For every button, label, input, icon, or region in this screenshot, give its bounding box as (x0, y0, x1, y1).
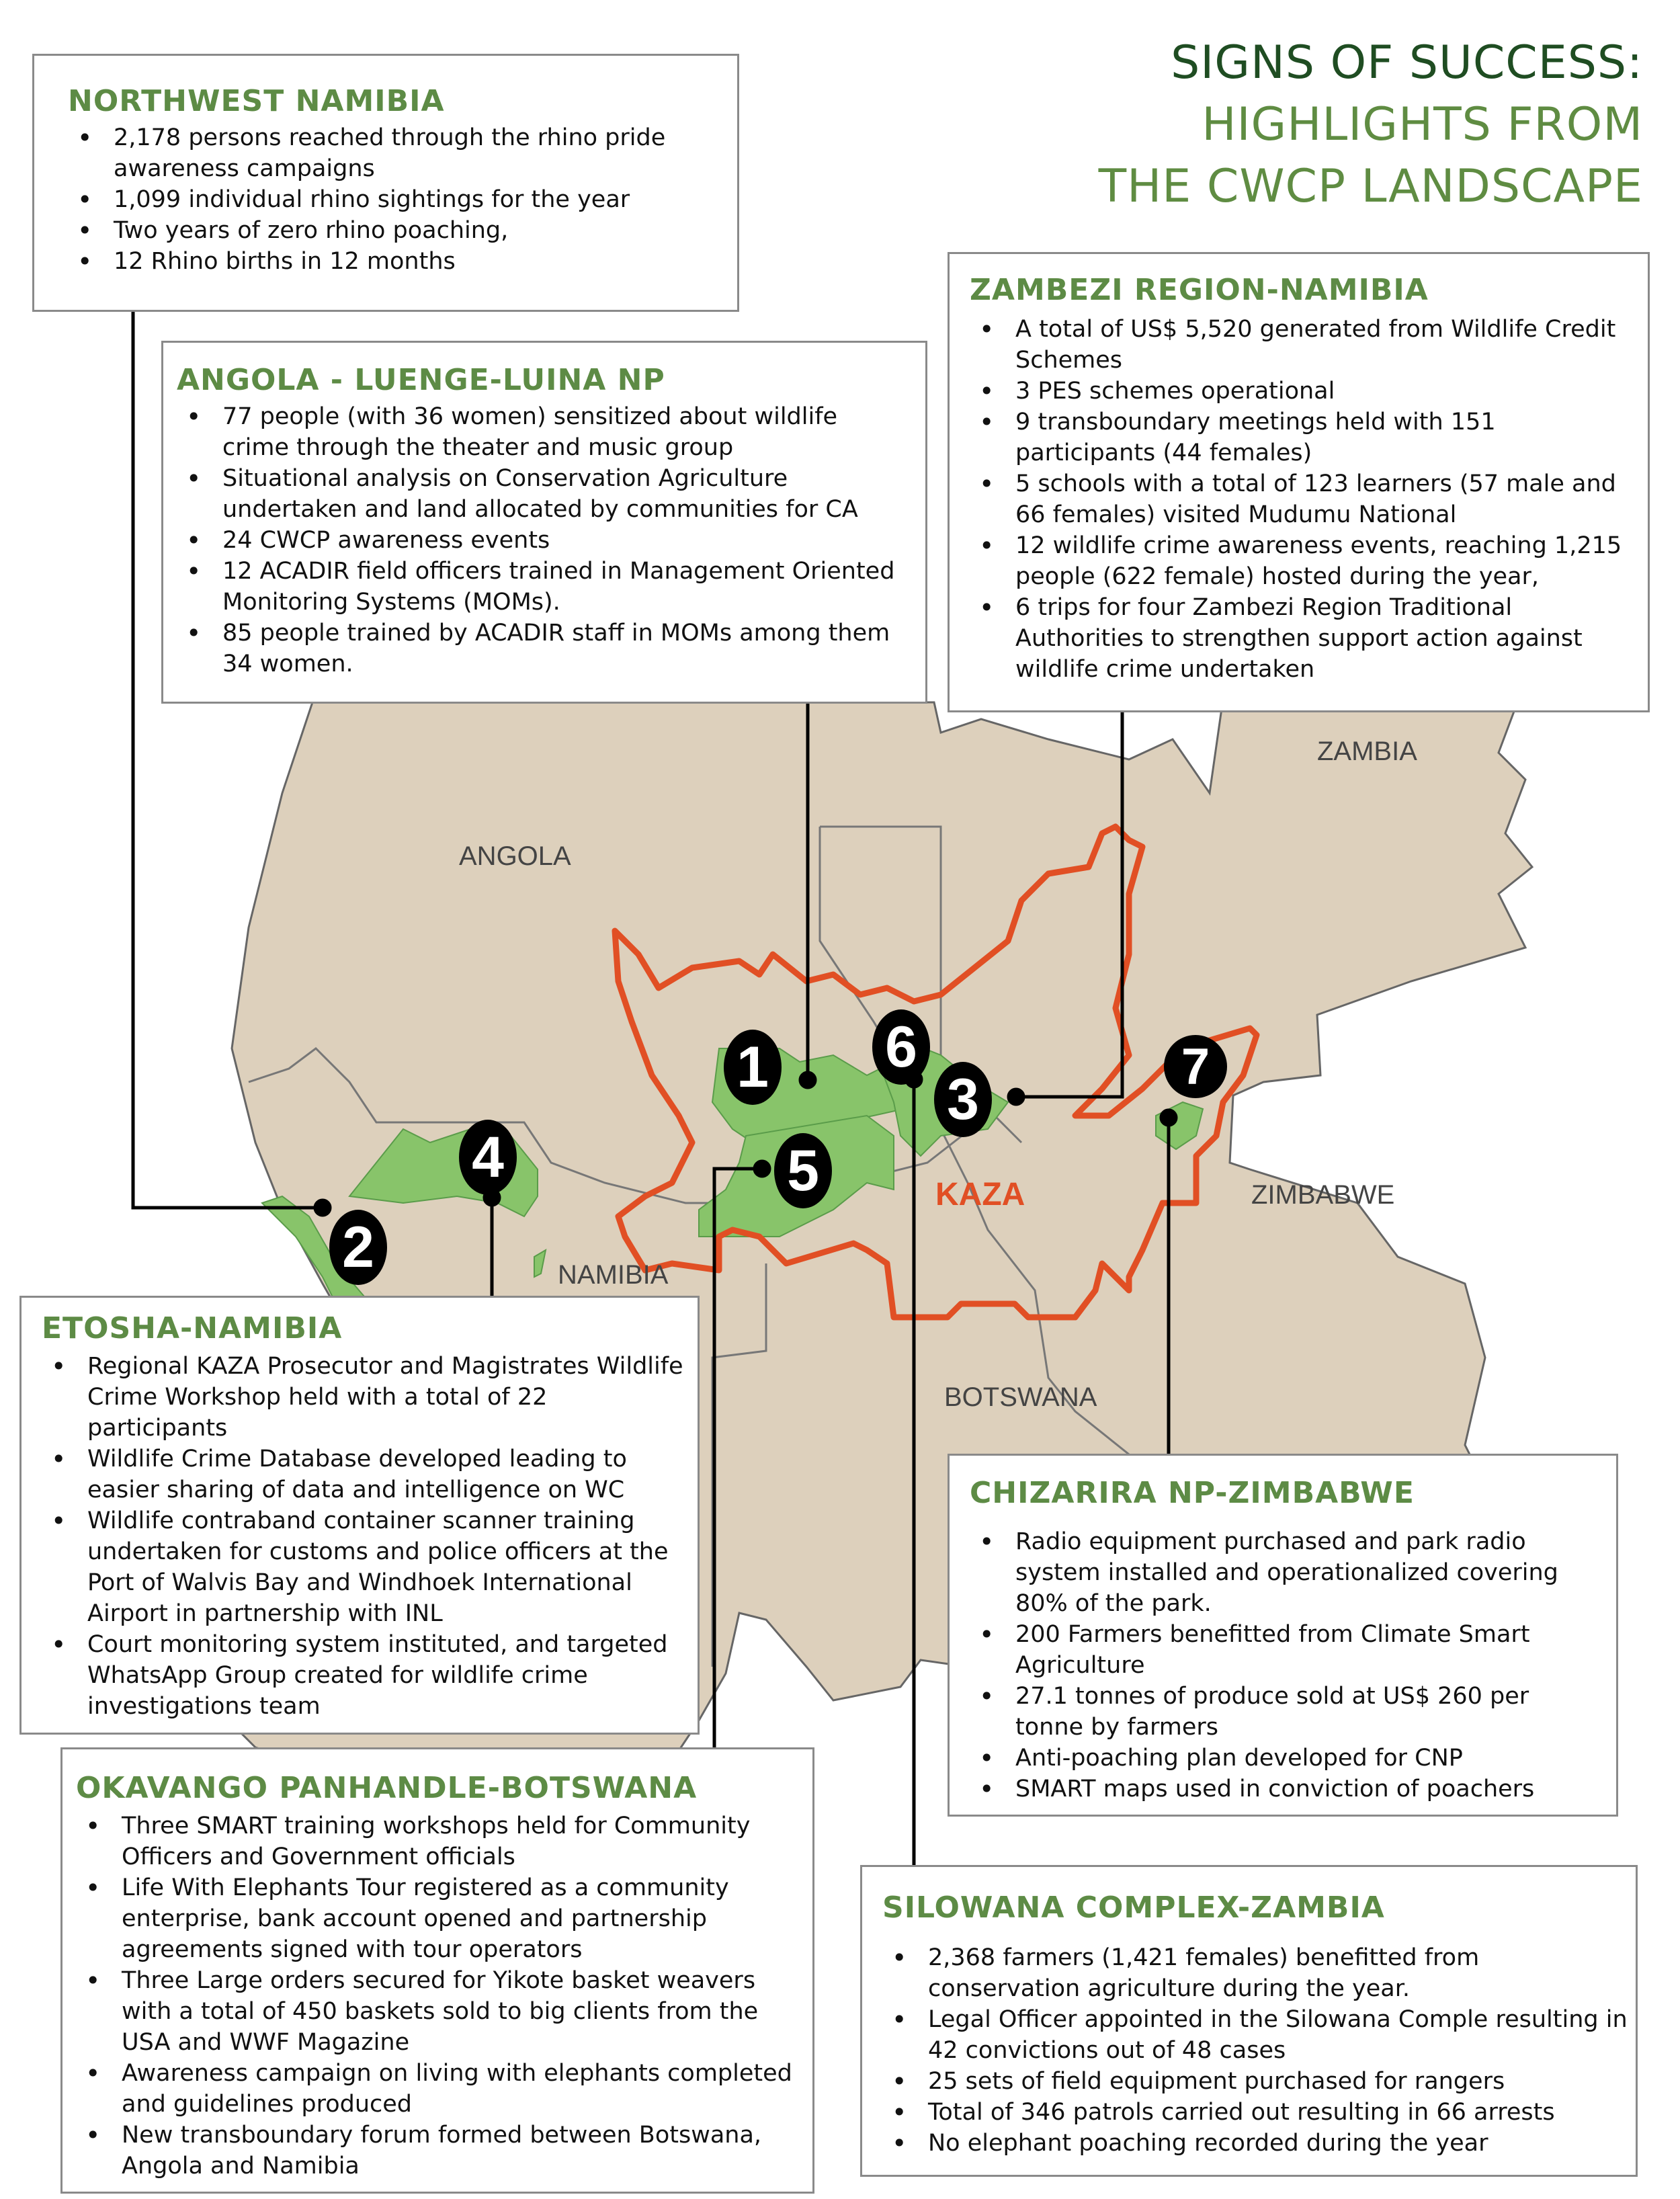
list-item: • 2,178 persons reached through the rhino pride awareness campaigns (68, 122, 737, 184)
site-marker-7[interactable]: 7 (1164, 1035, 1227, 1098)
kaza-label: KAZA (935, 1177, 1025, 1212)
info-box-chizarira (948, 1454, 1618, 1817)
list-item: • 2,368 farmers (1,421 females) benefitted from conservation agriculture during the year. (882, 1942, 1629, 2004)
list-item: • Court monitoring system instituted, and targeted WhatsApp Group created for wildlife crime investigations team (42, 1629, 691, 1722)
list-item: • Three SMART training workshops held for Community Officers and Government officials (76, 1811, 806, 1872)
info-box-etosha-namibia (19, 1296, 700, 1735)
site-marker-2[interactable]: 2 (329, 1210, 387, 1285)
info-box-northwest-namibia (32, 54, 739, 312)
info-box-angola-luenge-luina (161, 341, 927, 704)
title-line-3: THE CWCP LANDSCAPE (1098, 160, 1643, 213)
list-item: • 27.1 tonnes of produce sold at US$ 260 per tonne by farmers (970, 1681, 1596, 1743)
list-item: • 3 PES schemes operational (970, 376, 1641, 407)
list-item: • 85 people trained by ACADIR staff in MOMs among them 34 women. (177, 618, 905, 679)
site-marker-1[interactable]: 1 (724, 1030, 782, 1105)
title-line-1: SIGNS OF SUCCESS: (1171, 36, 1643, 89)
list-item: • Wildlife contraband container scanner training undertaken for customs and police officers at the Port of Walvis Bay and Windhoek International Airport in partnership with INL (42, 1505, 691, 1629)
list-item: • 24 CWCP awareness events (177, 525, 905, 556)
site-marker-6[interactable]: 6 (872, 1009, 930, 1085)
list-item: • 77 people (with 36 women) sensitized about wildlife crime through the theater and music group (177, 401, 905, 463)
highlight-list (970, 314, 1641, 685)
site-marker-3[interactable]: 3 (934, 1062, 992, 1137)
country-label-namibia: NAMIBIA (558, 1260, 669, 1290)
country-label-zambia: ZAMBIA (1317, 737, 1417, 766)
list-item: • 25 sets of field equipment purchased for rangers (882, 2066, 1629, 2097)
highlight-list (68, 122, 737, 277)
highlight-list (882, 1942, 1629, 2159)
box-heading: OKAVANGO PANHANDLE-BOTSWANA (76, 1771, 698, 1805)
list-item: • Three Large orders secured for Yikote basket weavers with a total of 450 baskets sold to big clients from the USA and WWF Magazine (76, 1965, 806, 2058)
page-title (1099, 32, 1643, 218)
list-item: • 9 transboundary meetings held with 151 participants (44 females) (970, 407, 1641, 468)
list-item: • Radio equipment purchased and park radio system installed and operationalized covering 80% of the park. (970, 1526, 1596, 1619)
box-heading: SILOWANA COMPLEX-ZAMBIA (882, 1891, 1385, 1925)
box-heading: ANGOLA - LUENGE-LUINA NP (177, 363, 665, 397)
list-item: • Total of 346 patrols carried out resulting in 66 arrests (882, 2097, 1629, 2128)
highlight-list (42, 1351, 691, 1722)
list-item: • Anti-poaching plan developed for CNP (970, 1743, 1596, 1774)
list-item: • 12 ACADIR field officers trained in Management Oriented Monitoring Systems (MOMs). (177, 556, 905, 618)
highlight-list (970, 1526, 1596, 1804)
list-item: • Situational analysis on Conservation Agriculture undertaken and land allocated by communities for CA (177, 463, 905, 525)
list-item: • A total of US$ 5,520 generated from Wildlife Credit Schemes (970, 314, 1641, 376)
country-label-botswana: BOTSWANA (944, 1382, 1097, 1412)
list-item: • 12 Rhino births in 12 months (68, 246, 737, 277)
list-item: • Legal Officer appointed in the Silowana Comple resulting in 42 convictions out of 48 cases (882, 2004, 1629, 2066)
box-heading: NORTHWEST NAMIBIA (68, 84, 445, 118)
list-item: • Awareness campaign on living with elephants completed and guidelines produced (76, 2058, 806, 2120)
title-line-2: HIGHLIGHTS FROM (1202, 98, 1643, 151)
list-item: • 5 schools with a total of 123 learners (57 male and 66 females) visited Mudumu National (970, 468, 1641, 530)
list-item: • 12 wildlife crime awareness events, reaching 1,215 people (622 female) hosted during the year, (970, 530, 1641, 592)
box-heading: ZAMBEZI REGION-NAMIBIA (970, 273, 1429, 307)
country-label-zimbabwe: ZIMBABWE (1251, 1180, 1395, 1210)
list-item: • SMART maps used in conviction of poachers (970, 1774, 1596, 1804)
info-box-silowana-complex (860, 1865, 1638, 2177)
list-item: • Life With Elephants Tour registered as a community enterprise, bank account opened and partnership agreements signed with tour operators (76, 1872, 806, 1965)
list-item: • 200 Farmers benefitted from Climate Smart Agriculture (970, 1619, 1596, 1681)
highlight-list (177, 401, 905, 679)
site-marker-4[interactable]: 4 (459, 1120, 517, 1195)
country-label-angola: ANGOLA (459, 841, 571, 871)
list-item: • No elephant poaching recorded during the year (882, 2128, 1629, 2159)
list-item: • 1,099 individual rhino sightings for the year (68, 184, 737, 215)
list-item: • Wildlife Crime Database developed leading to easier sharing of data and intelligence on WC (42, 1444, 691, 1505)
highlight-list (76, 1811, 806, 2182)
box-heading: CHIZARIRA NP-ZIMBABWE (970, 1476, 1415, 1510)
list-item: • Regional KAZA Prosecutor and Magistrates Wildlife Crime Workshop held with a total of 22 participants (42, 1351, 691, 1444)
site-marker-5[interactable]: 5 (774, 1133, 832, 1208)
info-box-zambezi-region (948, 252, 1650, 712)
list-item: • 6 trips for four Zambezi Region Traditional Authorities to strengthen support action against wildlife crime undertaken (970, 592, 1641, 685)
list-item: • New transboundary forum formed between Botswana, Angola and Namibia (76, 2120, 806, 2182)
list-item: • Two years of zero rhino poaching, (68, 215, 737, 246)
info-box-okavango-panhandle (60, 1747, 814, 2194)
box-heading: ETOSHA-NAMIBIA (42, 1311, 343, 1345)
